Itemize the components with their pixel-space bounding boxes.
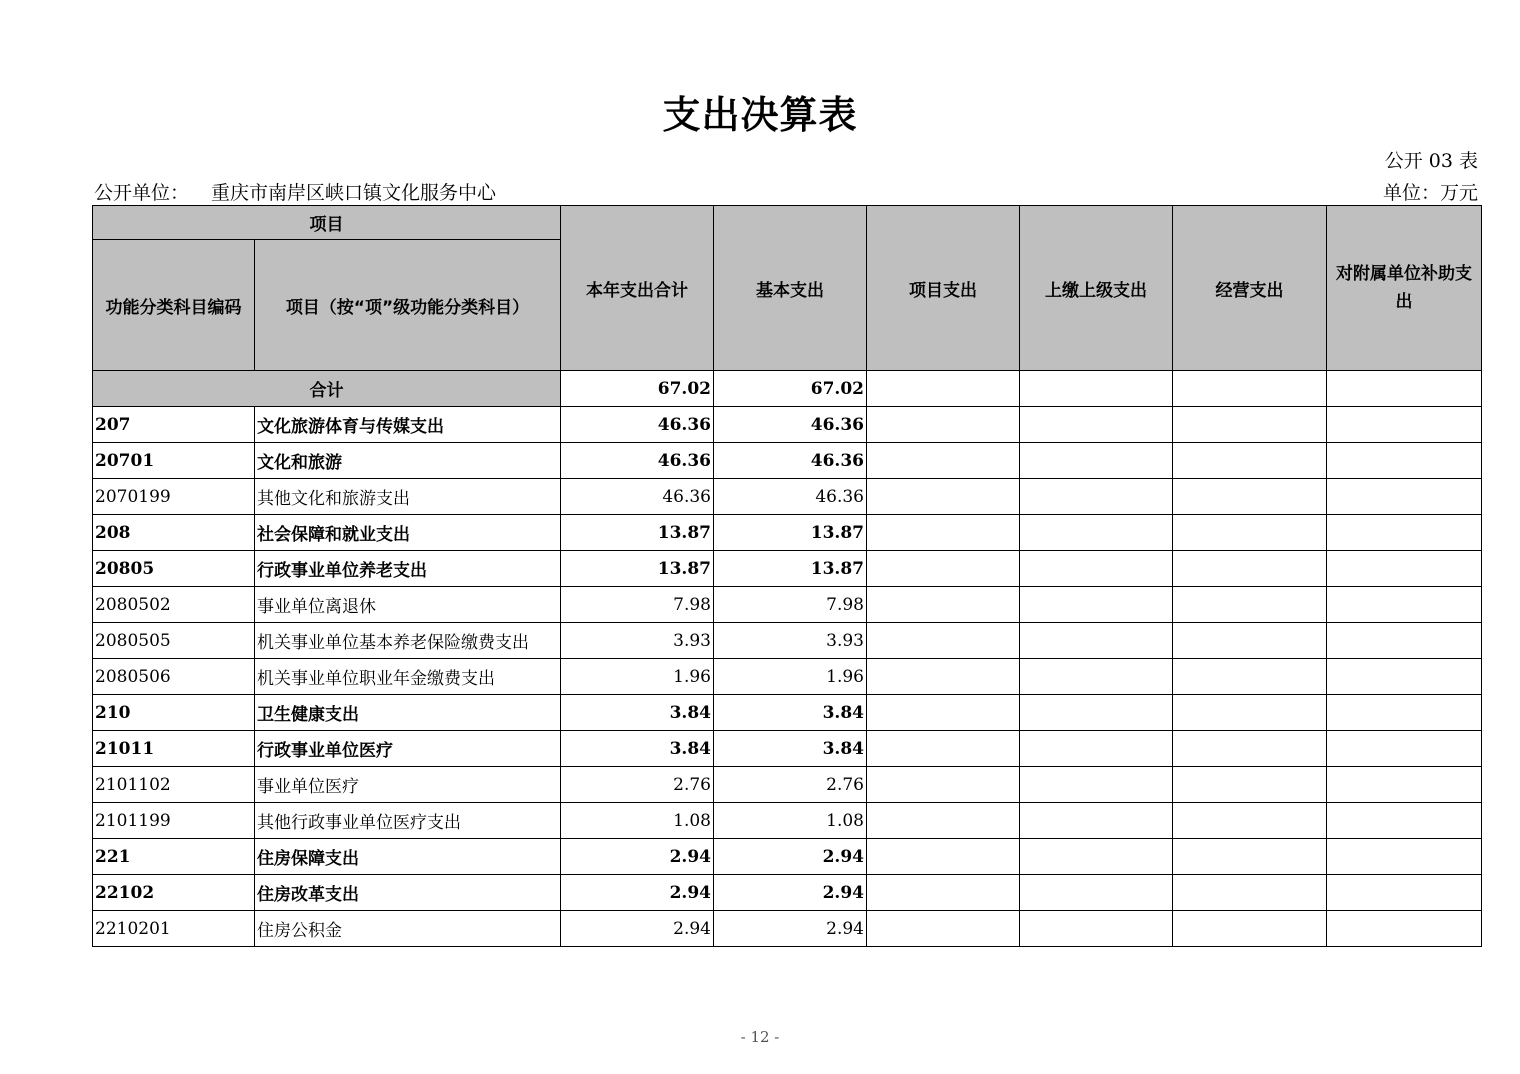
project-cell <box>867 695 1020 731</box>
subsidy-cell <box>1327 767 1482 803</box>
project-cell <box>867 731 1020 767</box>
total-basic-value: 67.02 <box>714 371 867 407</box>
upper-cell <box>1020 551 1173 587</box>
basic-cell: 7.98 <box>714 587 867 623</box>
business-cell <box>1173 623 1327 659</box>
total-cell: 3.84 <box>561 731 714 767</box>
table-row <box>93 587 1482 623</box>
code-cell: 2101199 <box>93 803 255 839</box>
basic-cell: 46.36 <box>714 443 867 479</box>
project-cell <box>867 803 1020 839</box>
expenditure-table <box>92 205 1482 947</box>
name-cell: 文化和旅游 <box>255 443 561 479</box>
upper-cell <box>1020 839 1173 875</box>
basic-cell: 3.84 <box>714 695 867 731</box>
name-cell: 行政事业单位养老支出 <box>255 551 561 587</box>
reporting-unit-label: 公开单位： <box>94 182 190 204</box>
subsidy-cell <box>1327 803 1482 839</box>
table-row <box>93 515 1482 551</box>
total-label: 合计 <box>93 371 561 407</box>
business-cell <box>1173 911 1327 947</box>
business-cell <box>1173 479 1327 515</box>
table-row <box>93 479 1482 515</box>
subsidy-cell <box>1327 911 1482 947</box>
total-cell: 7.98 <box>561 587 714 623</box>
empty-cell <box>1020 371 1173 407</box>
header-name: 项目（按“项”级功能分类科目） <box>255 240 561 371</box>
upper-cell <box>1020 443 1173 479</box>
business-cell <box>1173 407 1327 443</box>
code-cell: 20805 <box>93 551 255 587</box>
total-cell: 1.96 <box>561 659 714 695</box>
header-project-group: 项目 <box>93 206 561 240</box>
project-cell <box>867 479 1020 515</box>
code-cell: 210 <box>93 695 255 731</box>
name-cell: 机关事业单位职业年金缴费支出 <box>255 659 561 695</box>
subsidy-cell <box>1327 587 1482 623</box>
project-cell <box>867 659 1020 695</box>
project-cell <box>867 515 1020 551</box>
project-cell <box>867 551 1020 587</box>
code-cell: 2101102 <box>93 767 255 803</box>
upper-cell <box>1020 515 1173 551</box>
total-cell: 3.93 <box>561 623 714 659</box>
subsidy-cell <box>1327 839 1482 875</box>
name-cell: 其他文化和旅游支出 <box>255 479 561 515</box>
table-row <box>93 839 1482 875</box>
subsidy-cell <box>1327 479 1482 515</box>
total-cell: 13.87 <box>561 551 714 587</box>
subsidy-cell <box>1327 551 1482 587</box>
name-cell: 文化旅游体育与传媒支出 <box>255 407 561 443</box>
subsidy-cell <box>1327 443 1482 479</box>
upper-cell <box>1020 767 1173 803</box>
header-basic: 基本支出 <box>714 206 867 371</box>
total-cell: 13.87 <box>561 515 714 551</box>
business-cell <box>1173 695 1327 731</box>
total-cell: 1.08 <box>561 803 714 839</box>
name-cell: 卫生健康支出 <box>255 695 561 731</box>
total-value: 67.02 <box>561 371 714 407</box>
table-row <box>93 731 1482 767</box>
code-cell: 208 <box>93 515 255 551</box>
page-number: - 12 - <box>740 1028 780 1046</box>
total-cell: 46.36 <box>561 443 714 479</box>
page-title: 支出决算表 <box>662 93 858 137</box>
project-cell <box>867 443 1020 479</box>
code-cell: 2070199 <box>93 479 255 515</box>
business-cell <box>1173 839 1327 875</box>
business-cell <box>1173 515 1327 551</box>
empty-cell <box>867 371 1020 407</box>
subsidy-cell <box>1327 659 1482 695</box>
total-cell: 46.36 <box>561 479 714 515</box>
basic-cell: 1.08 <box>714 803 867 839</box>
upper-cell <box>1020 479 1173 515</box>
basic-cell: 46.36 <box>714 407 867 443</box>
header-code: 功能分类科目编码 <box>93 240 255 371</box>
business-cell <box>1173 731 1327 767</box>
code-cell: 2080505 <box>93 623 255 659</box>
project-cell <box>867 839 1020 875</box>
name-cell: 行政事业单位医疗 <box>255 731 561 767</box>
empty-cell <box>1173 371 1327 407</box>
upper-cell <box>1020 875 1173 911</box>
business-cell <box>1173 659 1327 695</box>
basic-cell: 2.76 <box>714 767 867 803</box>
table-row <box>93 875 1482 911</box>
basic-cell: 2.94 <box>714 875 867 911</box>
upper-cell <box>1020 587 1173 623</box>
header-subsidy: 对附属单位补助支出 <box>1327 206 1482 371</box>
name-cell: 机关事业单位基本养老保险缴费支出 <box>255 623 561 659</box>
table-row <box>93 623 1482 659</box>
upper-cell <box>1020 731 1173 767</box>
reporting-unit <box>94 178 496 205</box>
project-cell <box>867 911 1020 947</box>
header-business: 经营支出 <box>1173 206 1327 371</box>
header-total: 本年支出合计 <box>561 206 714 371</box>
code-cell: 207 <box>93 407 255 443</box>
project-cell <box>867 875 1020 911</box>
table-row <box>93 551 1482 587</box>
name-cell: 社会保障和就业支出 <box>255 515 561 551</box>
upper-cell <box>1020 407 1173 443</box>
subsidy-cell <box>1327 623 1482 659</box>
business-cell <box>1173 443 1327 479</box>
subsidy-cell <box>1327 407 1482 443</box>
total-cell: 2.94 <box>561 911 714 947</box>
table-row <box>93 911 1482 947</box>
form-number: 公开 03 表 <box>1384 150 1478 172</box>
basic-cell: 13.87 <box>714 515 867 551</box>
name-cell: 住房公积金 <box>255 911 561 947</box>
currency-unit: 单位：万元 <box>1382 182 1478 204</box>
basic-cell: 2.94 <box>714 911 867 947</box>
table-row <box>93 803 1482 839</box>
empty-cell <box>1327 371 1482 407</box>
code-cell: 2210201 <box>93 911 255 947</box>
subsidy-cell <box>1327 875 1482 911</box>
table-body <box>93 371 1482 947</box>
header-project-expense: 项目支出 <box>867 206 1020 371</box>
subsidy-cell <box>1327 515 1482 551</box>
upper-cell <box>1020 911 1173 947</box>
header-upper-payment: 上缴上级支出 <box>1020 206 1173 371</box>
table-row <box>93 659 1482 695</box>
project-cell <box>867 587 1020 623</box>
table-row <box>93 695 1482 731</box>
basic-cell: 3.84 <box>714 731 867 767</box>
table-row <box>93 767 1482 803</box>
subsidy-cell <box>1327 695 1482 731</box>
name-cell: 住房改革支出 <box>255 875 561 911</box>
code-cell: 2080506 <box>93 659 255 695</box>
business-cell <box>1173 767 1327 803</box>
basic-cell: 46.36 <box>714 479 867 515</box>
upper-cell <box>1020 659 1173 695</box>
upper-cell <box>1020 623 1173 659</box>
total-cell: 46.36 <box>561 407 714 443</box>
project-cell <box>867 623 1020 659</box>
basic-cell: 3.93 <box>714 623 867 659</box>
basic-cell: 1.96 <box>714 659 867 695</box>
table-row <box>93 443 1482 479</box>
table-row <box>93 407 1482 443</box>
upper-cell <box>1020 695 1173 731</box>
business-cell <box>1173 551 1327 587</box>
business-cell <box>1173 587 1327 623</box>
project-cell <box>867 407 1020 443</box>
total-row <box>93 371 1482 407</box>
name-cell: 住房保障支出 <box>255 839 561 875</box>
business-cell <box>1173 803 1327 839</box>
name-cell: 其他行政事业单位医疗支出 <box>255 803 561 839</box>
code-cell: 221 <box>93 839 255 875</box>
name-cell: 事业单位离退休 <box>255 587 561 623</box>
basic-cell: 13.87 <box>714 551 867 587</box>
total-cell: 2.94 <box>561 875 714 911</box>
total-cell: 3.84 <box>561 695 714 731</box>
upper-cell <box>1020 803 1173 839</box>
business-cell <box>1173 875 1327 911</box>
total-cell: 2.94 <box>561 839 714 875</box>
code-cell: 20701 <box>93 443 255 479</box>
basic-cell: 2.94 <box>714 839 867 875</box>
total-cell: 2.76 <box>561 767 714 803</box>
reporting-unit-name: 重庆市南岸区峡口镇文化服务中心 <box>211 182 497 204</box>
code-cell: 22102 <box>93 875 255 911</box>
project-cell <box>867 767 1020 803</box>
code-cell: 2080502 <box>93 587 255 623</box>
name-cell: 事业单位医疗 <box>255 767 561 803</box>
code-cell: 21011 <box>93 731 255 767</box>
subsidy-cell <box>1327 731 1482 767</box>
